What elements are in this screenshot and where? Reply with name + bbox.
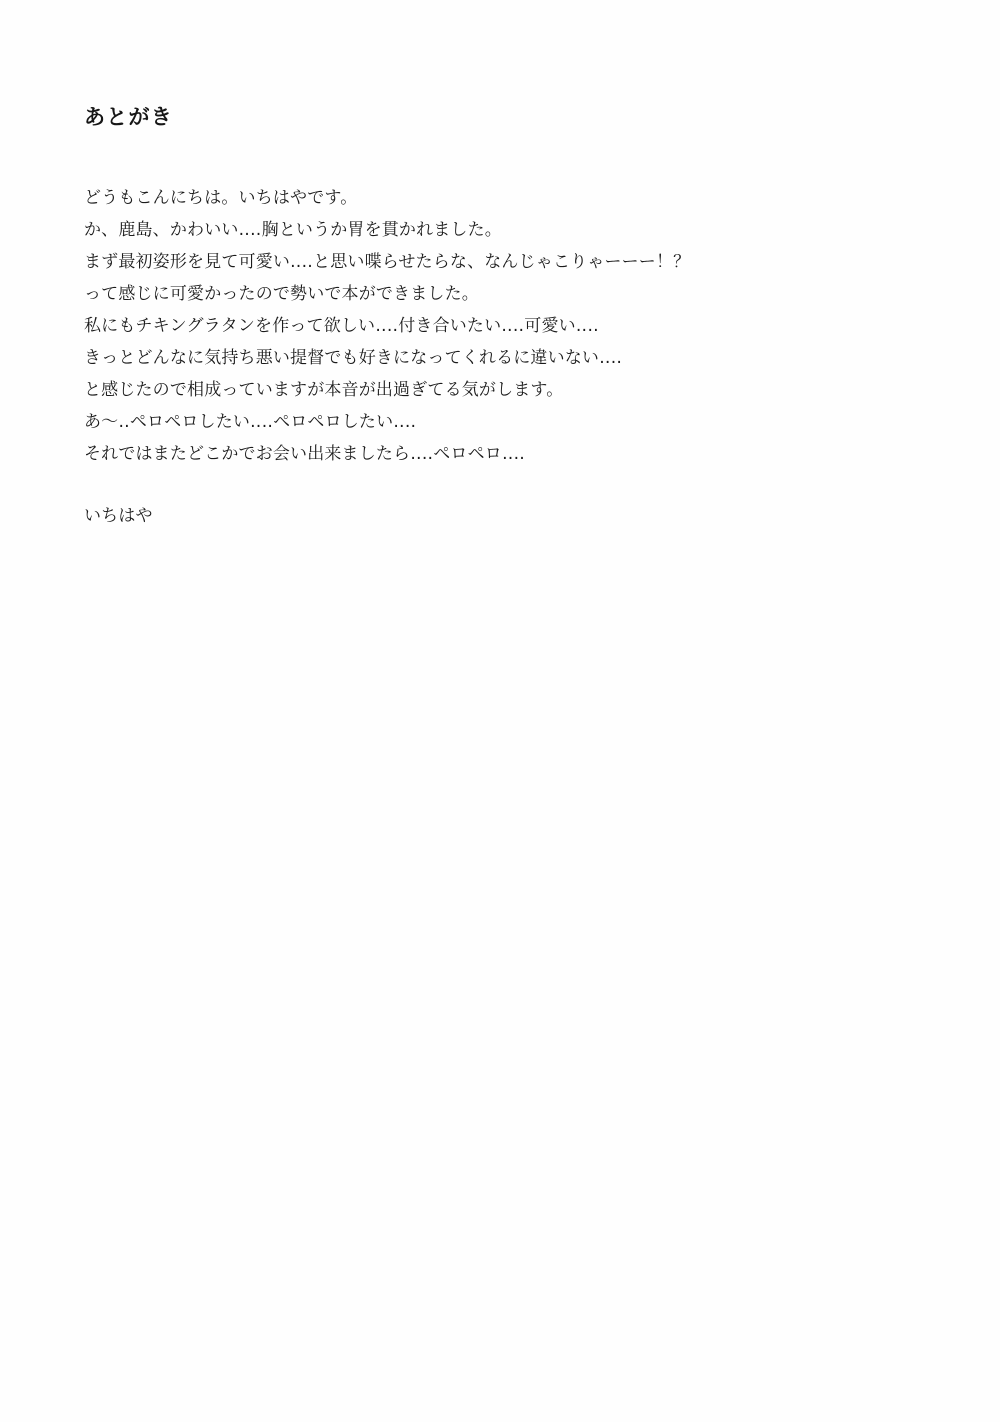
- body-line: と感じたので相成っていますが本音が出過ぎてる気がします。: [84, 380, 564, 401]
- afterword-content: [84, 105, 904, 532]
- body-line: って感じに可愛かったので勢いで本ができました。: [84, 284, 479, 305]
- signature-block: [84, 500, 904, 532]
- afterword-body: [84, 182, 904, 470]
- page-title: あとがき: [84, 105, 174, 129]
- body-line: 私にもチキングラタンを作って欲しい‥‥付き合いたい‥‥可愛い‥‥: [84, 316, 599, 337]
- body-line: きっとどんなに気持ち悪い提督でも好きになってくれるに違いない‥‥: [84, 348, 623, 369]
- body-line: それではまたどこかでお会い出来ましたら‥‥ペロペロ‥‥: [84, 444, 525, 465]
- body-line: か、鹿島、かわいい‥‥胸というか胃を貫かれました。: [84, 220, 502, 241]
- body-line: まず最初姿形を見て可愛い‥‥と思い喋らせたらな、なんじゃこりゃーーー！？: [84, 252, 691, 273]
- body-line: どうもこんにちは。いちはやです。: [84, 188, 358, 209]
- body-line: あ〜‥ペロペロしたい‥‥ペロペロしたい‥‥: [84, 412, 417, 433]
- author-signature: いちはや: [84, 506, 153, 527]
